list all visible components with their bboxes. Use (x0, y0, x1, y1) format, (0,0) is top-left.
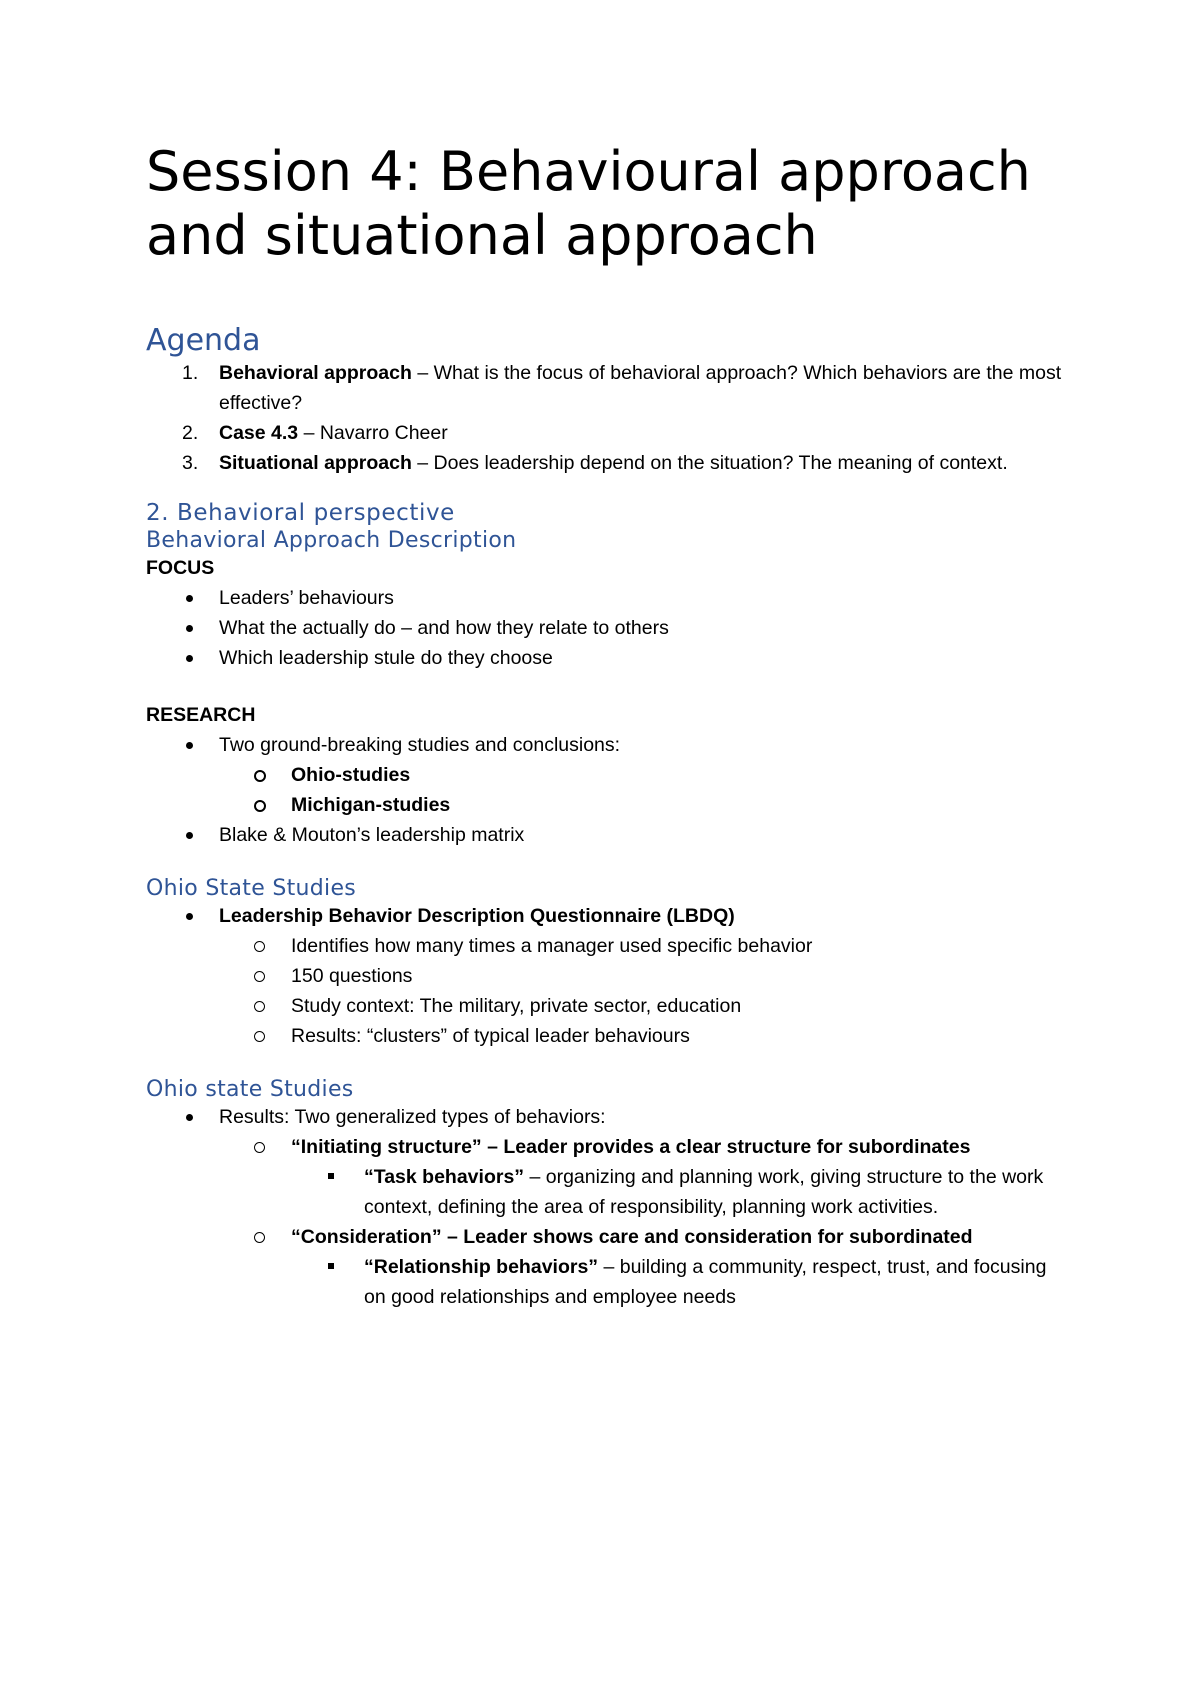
item-title: Behavioral approach (219, 362, 412, 384)
bullet-icon (186, 1114, 193, 1121)
square-bullet-icon (328, 1173, 334, 1179)
item-number: 2. (182, 422, 199, 444)
bullet-icon (186, 595, 193, 602)
list-item: “Task behaviors” – organizing and planning work, giving structure to the work context, defining the area of responsibility, planning work activities. (146, 1162, 1066, 1222)
item-number: 3. (182, 452, 199, 474)
list-item: 150 questions (146, 961, 1066, 991)
circle-bullet-icon (254, 1001, 265, 1012)
item-text: – Does leadership depend on the situation? The meaning of context. (411, 452, 1008, 474)
square-bullet-icon (328, 1263, 334, 1269)
sub-list (219, 931, 1066, 1051)
bullet-icon (186, 625, 193, 632)
research-label: RESEARCH (146, 704, 256, 726)
research-list (146, 730, 1066, 850)
circle-bullet-icon (254, 971, 265, 982)
agenda-item (146, 358, 1066, 418)
sub-list (219, 1132, 1066, 1312)
ohio-list (146, 901, 1066, 1051)
bullet-icon (186, 742, 193, 749)
circle-bullet-icon (254, 1031, 265, 1042)
section-heading: 2. Behavioral perspective (146, 500, 455, 526)
list-item: Two ground-breaking studies and conclusions: Ohio-studies Michigan-studies (146, 730, 1066, 820)
agenda-item (146, 418, 1066, 448)
list-item: Which leadership stule do they choose (146, 643, 1066, 673)
bullet-icon (186, 655, 193, 662)
section-heading: Ohio State Studies (146, 876, 357, 901)
sub-list (219, 760, 1066, 820)
list-item: What the actually do – and how they relate to others (146, 613, 1066, 643)
item-text: – What is the focus of behavioral approach? Which behaviors are the most effective? (219, 362, 1062, 414)
agenda-item (146, 448, 1066, 478)
bullet-icon (186, 832, 193, 839)
circle-bullet-icon (254, 941, 265, 952)
item-text: – Navarro Cheer (298, 422, 448, 444)
list-item: Leaders’ behaviours (146, 583, 1066, 613)
section-subheading: Behavioral Approach Description (146, 528, 517, 553)
document-page (146, 140, 1066, 1312)
agenda-list (146, 358, 1066, 478)
circle-bullet-icon (254, 1142, 265, 1153)
list-item: “Relationship behaviors” – building a community, respect, trust, and focusing on good relationships and employee needs (146, 1252, 1066, 1312)
list-item: “Initiating structure” – Leader provides a clear structure for subordinates “Task behaviors” – organizing and planning work, giving structure to the work context, defining the area of responsibility, planning work activities. (146, 1132, 1066, 1222)
list-item: Study context: The military, private sector, education (146, 991, 1066, 1021)
focus-label: FOCUS (146, 557, 215, 579)
ohio-results-list (146, 1102, 1066, 1312)
item-title: Situational approach (219, 452, 412, 474)
item-number: 1. (182, 362, 199, 384)
list-item: Leadership Behavior Description Questionnaire (LBDQ) Identifies how many times a manager used specific behavior 150 questions Study context: The military, private sector, education Results: “clusters” of typical leader behaviours (146, 901, 1066, 1051)
list-item: Michigan-studies (146, 790, 1066, 820)
list-item: Identifies how many times a manager used specific behavior (146, 931, 1066, 961)
page-title: Session 4: Behavioural approach and situational approach (146, 140, 1031, 267)
focus-list (146, 583, 1066, 673)
item-title: Case 4.3 (219, 422, 299, 444)
circle-bullet-icon (254, 770, 266, 782)
bullet-icon (186, 913, 193, 920)
list-item: Results: Two generalized types of behaviors: “Initiating structure” – Leader provides a clear structure for subordinates “Task behaviors” – organizing and planning work, giving structure to the work context, defining the area of responsibility, planning work activities. “Consideration” – Leader shows care and consideration for subordinated “Relationship behaviors” – building a community, respect, trust, and focusing on good relationships and employee needs (146, 1102, 1066, 1312)
list-item: Blake & Mouton’s leadership matrix (146, 820, 1066, 850)
list-item: Ohio-studies (146, 760, 1066, 790)
circle-bullet-icon (254, 1232, 265, 1243)
agenda-heading: Agenda (146, 323, 261, 358)
section-heading: Ohio state Studies (146, 1077, 354, 1102)
sub-sub-list (291, 1162, 1066, 1222)
circle-bullet-icon (254, 800, 266, 812)
list-item: “Consideration” – Leader shows care and consideration for subordinated “Relationship behaviors” – building a community, respect, trust, and focusing on good relationships and employee needs (146, 1222, 1066, 1312)
list-item: Results: “clusters” of typical leader behaviours (146, 1021, 1066, 1051)
sub-sub-list (291, 1252, 1066, 1312)
